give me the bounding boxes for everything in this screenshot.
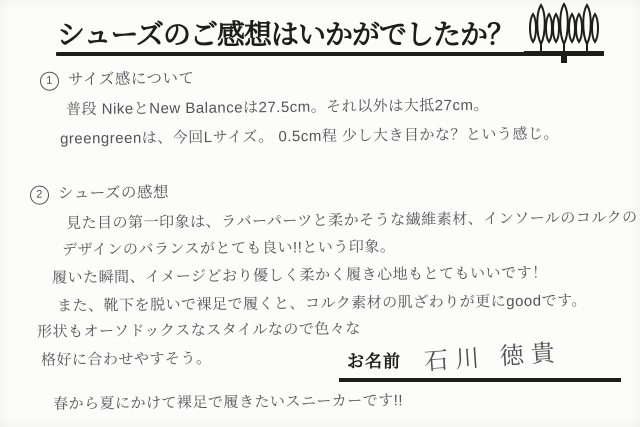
handwritten-line: greengreenは、今回Lサイズ。 0.5cm程 少し大き目かな？という感じ。 [59, 125, 560, 148]
page-title: シューズのご感想はいかがでしたか？ [57, 19, 515, 50]
handwritten-line: デザインのバランスがとても良い!!という印象。 [61, 238, 396, 259]
section-heading-text: サイズ感について [67, 70, 195, 89]
section-number: 2 [30, 185, 49, 204]
title-underline [56, 52, 527, 56]
handwritten-line: 春から夏にかけて裸足で履きたいスニーカーです!! [52, 392, 404, 413]
handwritten-line: 見た目の第一印象は、ラバーパーツと柔かそうな繊維素材、インソールのコルクの [65, 209, 638, 232]
section-number: 1 [40, 71, 59, 90]
section-heading [40, 66, 195, 90]
name-field-label: お名前 [347, 352, 401, 371]
handwritten-line: 普段 NikeとNew Balanceは27.5cm。それ以外は大抵27cm。 [65, 96, 490, 119]
section-heading-text: シューズの感想 [57, 184, 170, 203]
handwritten-line: また、靴下を脱いで裸足で履くと、コルク素材の肌ざわりが更にgoodです。 [56, 292, 587, 315]
name-field-underline [339, 378, 621, 382]
handwritten-line: 履いた瞬間、イメージどおり優しく柔かく履き心地もとてもいいです！ [51, 264, 548, 287]
handwritten-line: 形状もオーソドックスなスタイルなので色々な [36, 320, 361, 341]
handwritten-line: 格好に合わせやすそう。 [40, 350, 212, 369]
name-field-value: 石川 徳貴 [423, 339, 563, 376]
section-heading [30, 180, 169, 204]
trees-logo-icon [524, 2, 618, 66]
